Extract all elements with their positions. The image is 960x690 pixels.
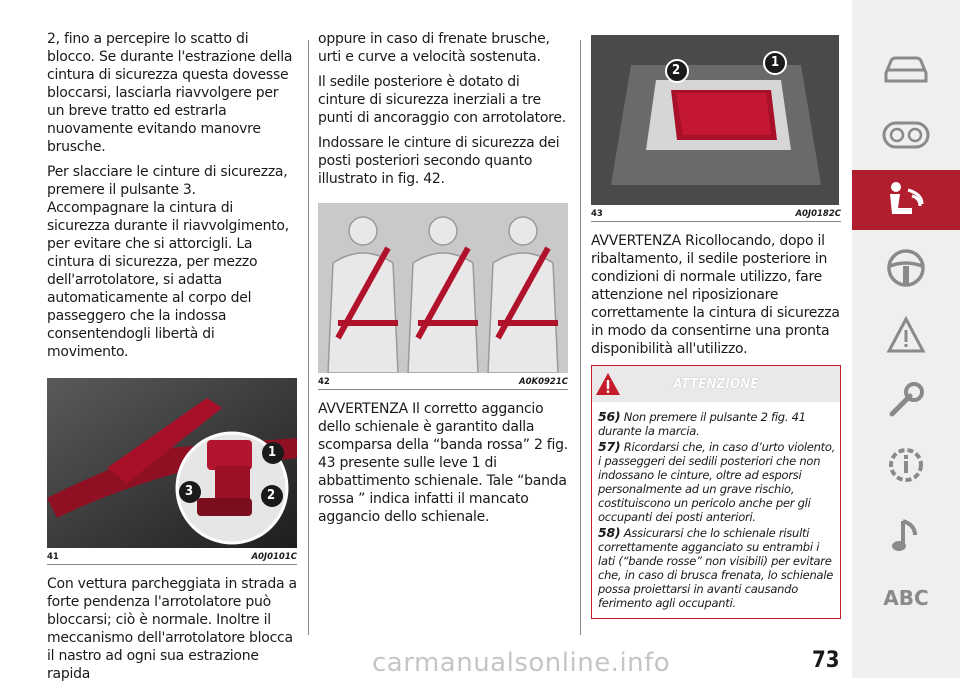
figure-42-code: A0K0921C: [519, 377, 568, 387]
abc-index-icon: ABC: [883, 586, 929, 610]
warning-item-57: [598, 440, 836, 524]
sidebar-item-maintenance[interactable]: [852, 370, 960, 430]
warning-body: [592, 402, 840, 618]
col1-paragraph-3: Con vettura parcheggiata in strada a forte pendenza l'arrotolatore può bloccarsi; ciò è normale. Inoltre il meccanismo dell'arrotolatore blocca il nastro ad ogni sua estrazione rapida: [47, 576, 297, 682]
sidebar-item-technical[interactable]: [852, 435, 960, 495]
col2-paragraph-3: Indossare le cinture di sicurezza dei posti posteriori secondo quanto illustrato in fig. 42.: [318, 135, 560, 187]
column-divider-2: [580, 40, 581, 635]
figure-43-number: 43: [591, 209, 603, 219]
sidebar-item-car[interactable]: [852, 40, 960, 100]
callout-2: 2: [267, 488, 276, 503]
warning-text-56: Non premere il pulsante 2 fig. 41 durante la marcia.: [598, 410, 806, 438]
callout-43-1: 1: [771, 55, 780, 70]
figure-41-illustration: [47, 378, 297, 548]
dashboard-gauges-icon: [882, 120, 930, 150]
col1-paragraph-2: Per slacciare le cinture di sicurezza, premere il pulsante 3. Accompagnare la cintura di sicurezza durante il riavvolgimento, per evitare che si attorcigli. La cintura di sicurezza, per mezzo dell'arrotolatore, si adatta automaticamente al corpo del passeggero che la indossa consentendogli libertà di movimento.: [47, 164, 289, 360]
warning-num-57: 57): [598, 439, 621, 454]
sidebar-item-driving[interactable]: [852, 238, 960, 298]
page-number: 73: [812, 648, 840, 673]
sidebar-item-multimedia[interactable]: [852, 505, 960, 565]
info-gear-icon: [886, 445, 926, 485]
sidebar-item-emergency[interactable]: [852, 305, 960, 365]
col2-paragraph-1: oppure in caso di frenate brusche, urti e curve a velocità sostenuta.: [318, 31, 550, 65]
callout-43-2: 2: [672, 63, 681, 78]
figure-41-caption: [47, 548, 297, 565]
figure-43-illustration: [591, 35, 839, 205]
sidebar-item-index[interactable]: [852, 568, 960, 628]
figure-43-backrest-levers: [591, 35, 839, 205]
music-note-icon: [889, 515, 923, 555]
steering-wheel-icon: [886, 248, 926, 288]
wrench-icon: [886, 380, 926, 420]
figure-41-code: A0J0101C: [251, 552, 297, 562]
warning-text-58: Assicurarsi che lo schienale risulti correttamente agganciato su entrambi i lati (“bande rosse” non visibili) per evitare che, in caso di brusca frenata, lo schienale possa proiettarsi in avanti causando ferimento agli occupanti.: [598, 526, 834, 610]
warning-header: [592, 366, 840, 402]
figure-43-code: A0J0182C: [795, 209, 841, 219]
warning-triangle-icon: [595, 372, 621, 396]
col2-paragraph-2: Il sedile posteriore è dotato di cinture di sicurezza inerziali a tre punti di ancoraggio con arrotolatore.: [318, 74, 566, 126]
callout-3: 3: [185, 484, 194, 499]
column-3: [591, 0, 841, 619]
figure-43-caption: [591, 205, 841, 222]
warning-num-56: 56): [598, 409, 621, 424]
warning-triangle-icon: [886, 316, 926, 354]
col3-paragraph-1: AVVERTENZA Ricollocando, dopo il ribaltamento, il sedile posteriore in condizioni di normale utilizzo, fare attenzione nel riposizionare correttamente la cintura di sicurezza in modo da consentirne una pronta disponibilità all'utilizzo.: [591, 233, 840, 357]
sidebar-item-dashboard[interactable]: [852, 105, 960, 165]
car-icon: [882, 55, 930, 85]
figure-42-rear-seatbelts: [318, 203, 568, 373]
col2-paragraph-4: AVVERTENZA Il corretto aggancio dello schienale è garantito dalla scomparsa della “banda rossa” 2 fig. 43 presente sulle leve 1 di abbattimento schienale. Tale “banda rossa ” indica infatti il mancato aggancio dello schienale.: [318, 401, 568, 525]
figure-42-illustration: [318, 203, 568, 373]
warning-item-56: [598, 410, 836, 438]
seat-safety-icon: [882, 180, 930, 220]
watermark: carmanualsonline.info: [372, 648, 671, 678]
warning-title: ATTENZIONE: [673, 376, 759, 392]
warning-text-57: Ricordarsi che, in caso d’urto violento, i passeggeri dei sedili posteriori che non indossano le cinture, oltre ad esporsi personalmente ad un grave rischio, costituiscono un pericolo anche per gli occupanti dei posti anteriori.: [598, 440, 836, 524]
warning-box: [591, 365, 841, 619]
figure-42-number: 42: [318, 377, 330, 387]
figure-42-caption: [318, 373, 568, 390]
sidebar-item-safety[interactable]: [852, 170, 960, 230]
column-1: [47, 0, 297, 690]
column-2: [318, 0, 568, 533]
chapter-sidebar: [852, 0, 960, 678]
col1-paragraph-1: 2, fino a percepire lo scatto di blocco. Se durante l'estrazione della cintura di sicurezza questa dovesse bloccarsi, lasciarla riavvolgere per un breve tratto ed estrarla nuovamente evitando manovre brusche.: [47, 31, 293, 155]
figure-41-number: 41: [47, 552, 59, 562]
warning-num-58: 58): [598, 525, 621, 540]
column-divider: [308, 40, 309, 635]
warning-item-58: [598, 526, 836, 610]
figure-41-belt-buckle: [47, 378, 297, 548]
callout-1: 1: [268, 445, 277, 460]
